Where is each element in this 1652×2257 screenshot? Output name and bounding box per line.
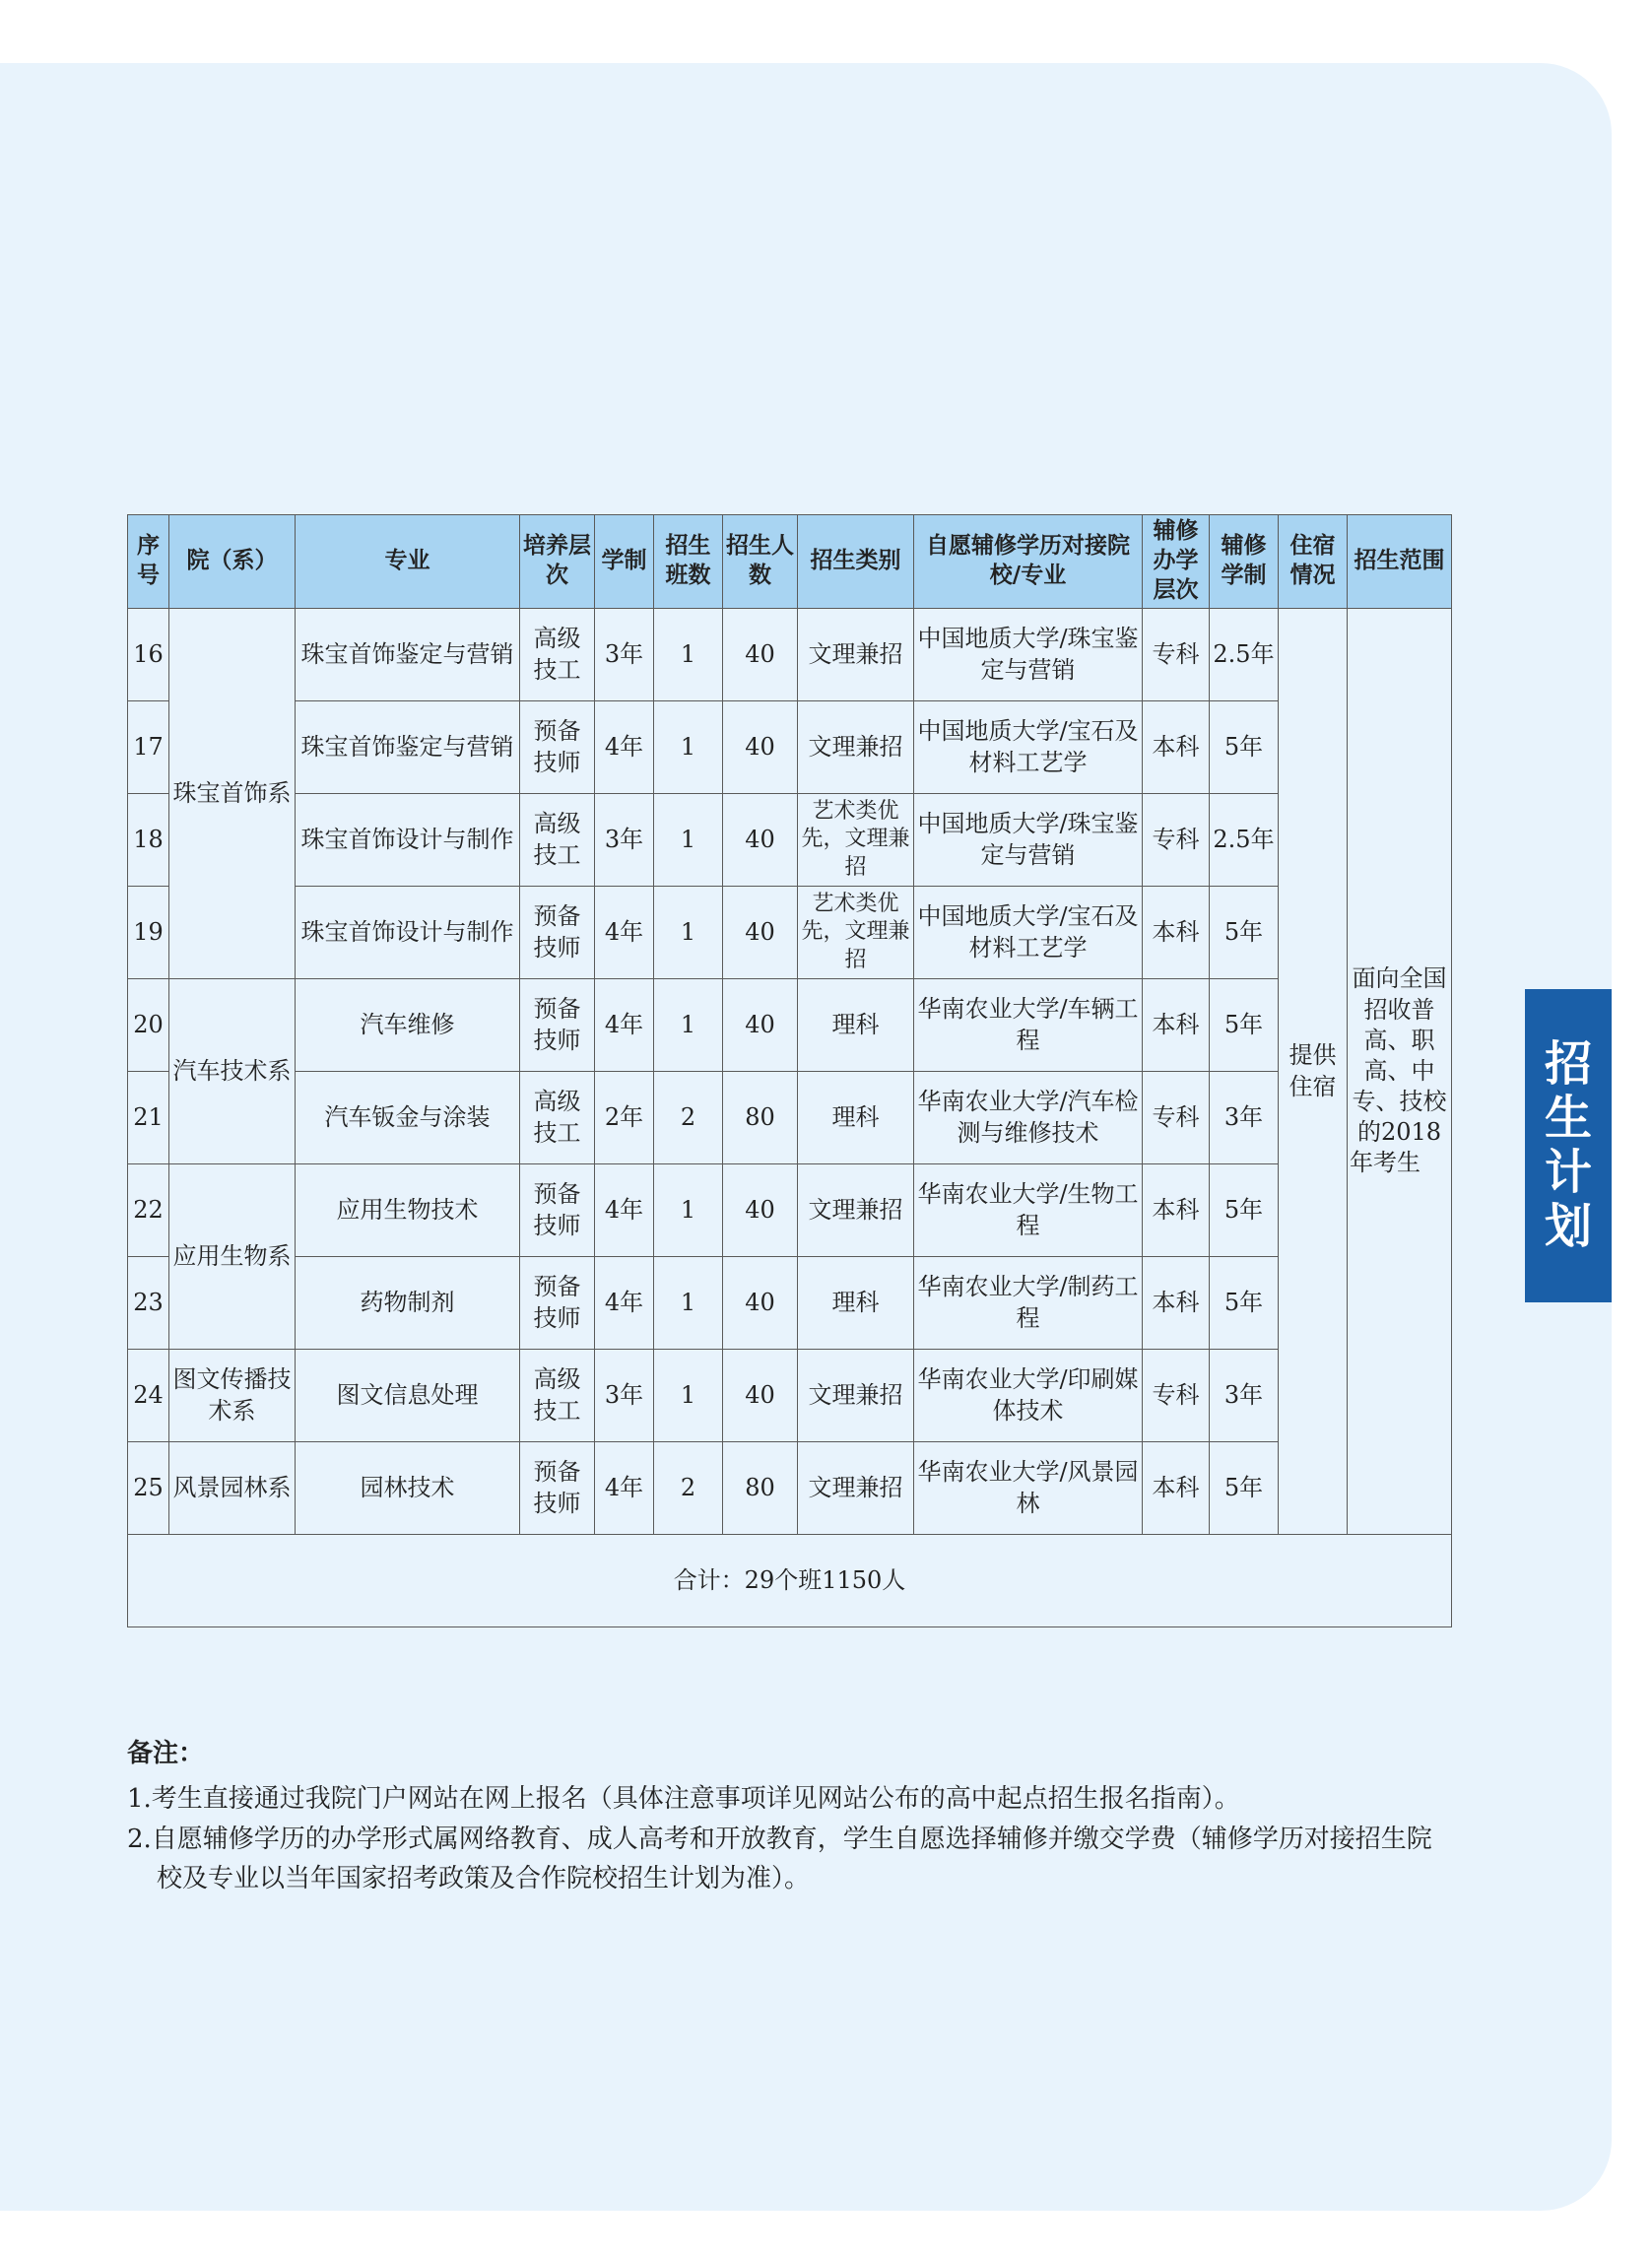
cell-sup-duration: 5年 [1210,1442,1279,1535]
cell-sup-level: 本科 [1143,1164,1210,1257]
cell-category: 文理兼招 [798,609,914,701]
cell-students: 40 [723,1164,798,1257]
cell-duration: 4年 [595,887,654,979]
table-row [128,1257,1452,1350]
cell-sup-level: 专科 [1143,1072,1210,1164]
cell-sup-duration: 5年 [1210,887,1279,979]
cell-duration: 4年 [595,1164,654,1257]
cell-level: 高级技工 [520,609,595,701]
cell-seq: 16 [128,609,169,701]
cell-dept: 风景园林系 [169,1442,296,1535]
cell-dept: 图文传播技术系 [169,1350,296,1442]
total-summary: 合计：29个班1150人 [128,1535,1452,1627]
cell-classes: 1 [654,701,723,794]
cell-duration: 3年 [595,1350,654,1442]
cell-classes: 1 [654,609,723,701]
cell-partner: 中国地质大学/宝石及材料工艺学 [914,701,1143,794]
cell-major: 珠宝首饰鉴定与营销 [296,701,520,794]
cell-students: 40 [723,887,798,979]
cell-major: 汽车钣金与涂装 [296,1072,520,1164]
cell-level: 预备技师 [520,979,595,1072]
cell-category: 文理兼招 [798,1442,914,1535]
cell-seq: 22 [128,1164,169,1257]
cell-sup-duration: 2.5年 [1210,794,1279,887]
cell-sup-level: 本科 [1143,979,1210,1072]
table-row [128,1164,1452,1257]
cell-students: 40 [723,979,798,1072]
header-level: 培养层次 [520,515,595,609]
cell-major: 药物制剂 [296,1257,520,1350]
cell-level: 高级技工 [520,1072,595,1164]
cell-level: 高级技工 [520,1350,595,1442]
header-major: 专业 [296,515,520,609]
cell-seq: 18 [128,794,169,887]
notes-title: 备注： [127,1739,205,1768]
header-category: 招生类别 [798,515,914,609]
header-dept: 院（系） [169,515,296,609]
cell-students: 40 [723,1257,798,1350]
table-row [128,1072,1452,1164]
cell-sup-level: 专科 [1143,794,1210,887]
cell-major: 珠宝首饰鉴定与营销 [296,609,520,701]
header-partner: 自愿辅修学历对接院校/专业 [914,515,1143,609]
cell-major: 园林技术 [296,1442,520,1535]
cell-sup-level: 专科 [1143,609,1210,701]
cell-major: 应用生物技术 [296,1164,520,1257]
cell-seq: 17 [128,701,169,794]
note-item: 1.考生直接通过我院门户网站在网上报名（具体注意事项详见网站公布的高中起点招生报名指南）。 [127,1784,1240,1815]
cell-partner: 华南农业大学/车辆工程 [914,979,1143,1072]
cell-students: 80 [723,1442,798,1535]
cell-partner: 华南农业大学/风景园林 [914,1442,1143,1535]
cell-category: 理科 [798,1072,914,1164]
cell-scope: 面向全国招收普高、职高、中专、技校的2018年考生 [1348,609,1452,1535]
section-tab-char: 计 [1544,1145,1592,1200]
cell-seq: 20 [128,979,169,1072]
section-tab-char: 招 [1544,1035,1592,1092]
cell-level: 预备技师 [520,1257,595,1350]
cell-category: 艺术类优先，文理兼招 [798,794,914,887]
cell-housing: 提供住宿 [1279,609,1348,1535]
cell-classes: 1 [654,794,723,887]
cell-sup-duration: 5年 [1210,1257,1279,1350]
cell-sup-level: 本科 [1143,701,1210,794]
cell-partner: 中国地质大学/珠宝鉴定与营销 [914,794,1143,887]
cell-level: 预备技师 [520,701,595,794]
cell-sup-duration: 5年 [1210,701,1279,794]
header-housing: 住宿情况 [1279,515,1348,609]
cell-classes: 1 [654,1257,723,1350]
cell-duration: 4年 [595,701,654,794]
cell-partner: 中国地质大学/珠宝鉴定与营销 [914,609,1143,701]
cell-seq: 19 [128,887,169,979]
cell-sup-duration: 3年 [1210,1350,1279,1442]
cell-major: 图文信息处理 [296,1350,520,1442]
cell-sup-duration: 5年 [1210,1164,1279,1257]
cell-category: 理科 [798,979,914,1072]
cell-duration: 4年 [595,979,654,1072]
cell-sup-duration: 3年 [1210,1072,1279,1164]
cell-classes: 1 [654,887,723,979]
cell-students: 40 [723,1350,798,1442]
table-total-row [128,1535,1452,1627]
cell-partner: 华南农业大学/汽车检测与维修技术 [914,1072,1143,1164]
cell-partner: 华南农业大学/制药工程 [914,1257,1143,1350]
cell-classes: 1 [654,1164,723,1257]
cell-major: 汽车维修 [296,979,520,1072]
notes-section [127,1734,1457,1898]
cell-level: 预备技师 [520,1164,595,1257]
cell-duration: 2年 [595,1072,654,1164]
cell-classes: 2 [654,1072,723,1164]
cell-major: 珠宝首饰设计与制作 [296,794,520,887]
cell-classes: 2 [654,1442,723,1535]
section-tab-char: 划 [1544,1199,1592,1255]
cell-students: 40 [723,794,798,887]
header-duration: 学制 [595,515,654,609]
cell-seq: 24 [128,1350,169,1442]
table-row [128,701,1452,794]
cell-students: 40 [723,609,798,701]
header-seq: 序号 [128,515,169,609]
cell-category: 文理兼招 [798,1164,914,1257]
cell-category: 理科 [798,1257,914,1350]
table-row [128,1350,1452,1442]
header-students: 招生人数 [723,515,798,609]
cell-students: 80 [723,1072,798,1164]
section-tab [1525,989,1612,1302]
cell-sup-duration: 2.5年 [1210,609,1279,701]
cell-duration: 3年 [595,794,654,887]
cell-sup-level: 专科 [1143,1350,1210,1442]
header-sup-level: 辅修办学层次 [1143,515,1210,609]
cell-partner: 华南农业大学/生物工程 [914,1164,1143,1257]
cell-classes: 1 [654,979,723,1072]
cell-duration: 3年 [595,609,654,701]
cell-duration: 4年 [595,1442,654,1535]
cell-partner: 华南农业大学/印刷媒体技术 [914,1350,1143,1442]
cell-seq: 23 [128,1257,169,1350]
cell-dept: 珠宝首饰系 [169,609,296,979]
cell-level: 高级技工 [520,794,595,887]
cell-dept: 汽车技术系 [169,979,296,1164]
table-row [128,979,1452,1072]
cell-level: 预备技师 [520,887,595,979]
enrollment-plan-table [127,514,1452,1627]
cell-seq: 25 [128,1442,169,1535]
cell-sup-level: 本科 [1143,1257,1210,1350]
cell-sup-level: 本科 [1143,887,1210,979]
cell-sup-duration: 5年 [1210,979,1279,1072]
header-sup-duration: 辅修学制 [1210,515,1279,609]
cell-students: 40 [723,701,798,794]
cell-category: 文理兼招 [798,701,914,794]
table-row [128,887,1452,979]
cell-seq: 21 [128,1072,169,1164]
note-item: 2.自愿辅修学历的办学形式属网络教育、成人高考和开放教育，学生自愿选择辅修并缴交学费（辅修学历对接招生院校及专业以当年国家招考政策及合作院校招生计划为准）。 [127,1824,1432,1893]
table-row [128,609,1452,701]
table-header-row [128,515,1452,609]
cell-category: 艺术类优先，文理兼招 [798,887,914,979]
cell-sup-level: 本科 [1143,1442,1210,1535]
table-row [128,794,1452,887]
cell-category: 文理兼招 [798,1350,914,1442]
header-scope: 招生范围 [1348,515,1452,609]
cell-partner: 中国地质大学/宝石及材料工艺学 [914,887,1143,979]
header-classes: 招生班数 [654,515,723,609]
cell-dept: 应用生物系 [169,1164,296,1350]
section-tab-char: 生 [1544,1090,1592,1146]
table-row [128,1442,1452,1535]
cell-level: 预备技师 [520,1442,595,1535]
cell-major: 珠宝首饰设计与制作 [296,887,520,979]
cell-duration: 4年 [595,1257,654,1350]
cell-classes: 1 [654,1350,723,1442]
